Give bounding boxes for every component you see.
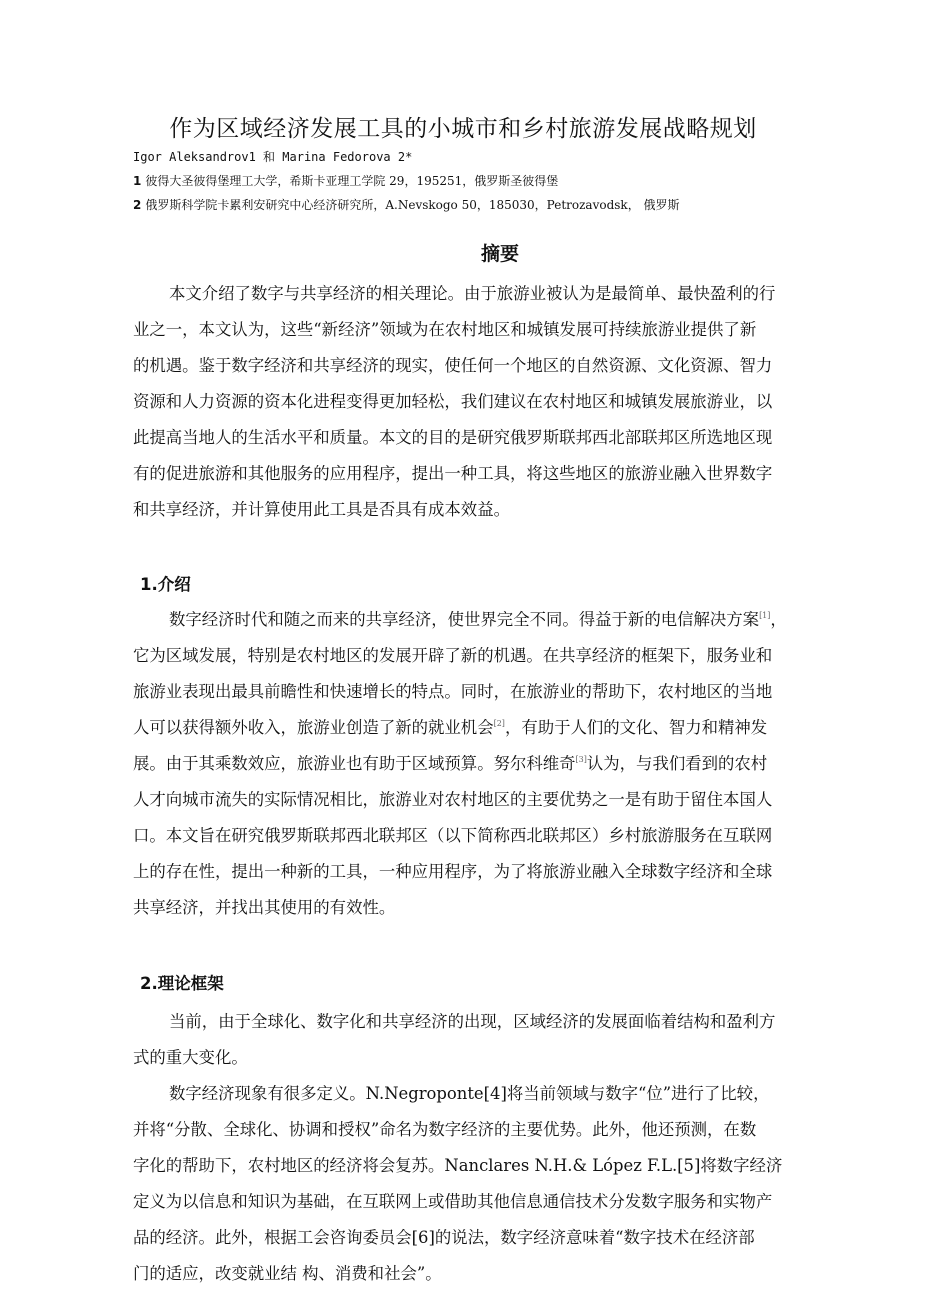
citation-ref: [2] — [493, 719, 505, 728]
body-line: 人才向城市流失的实际情况相比，旅游业对农村地区的主要优势之一是有助于留住本国人 — [133, 790, 773, 809]
body-line: 字化的帮助下，农村地区的经济将会复苏。Nanclares N.H.& López F.L.[5]将数字经济 — [133, 1156, 783, 1175]
section-2-heading: 2.理论框架 — [140, 974, 224, 993]
body-line: 数字经济现象有很多定义。N.Negroponte[4]将当前领域与数字“位”进行了比较， — [169, 1084, 770, 1103]
abstract-body — [133, 276, 873, 528]
affiliation-number: 1 — [133, 174, 142, 188]
section-1-heading: 1.介绍 — [140, 575, 191, 594]
section-1-body — [133, 602, 873, 926]
abstract-line: 的机遇。鉴于数字经济和共享经济的现实，使任何一个地区的自然资源、文化资源、智力 — [133, 356, 773, 375]
body-line: 人可以获得额外收入，旅游业创造了新的就业机会[2]，有助于人们的文化、智力和精神发 — [133, 718, 768, 737]
body-line: 展。由于其乘数效应，旅游业也有助于区域预算。努尔科维奇[3]认为，与我们看到的农村 — [133, 754, 768, 773]
citation-ref: [3] — [575, 755, 587, 764]
affiliation-1 — [133, 172, 558, 190]
body-line: 数字经济时代和随之而来的共享经济，使世界完全不同。得益于新的电信解决方案[1]， — [169, 610, 787, 629]
body-line: 上的存在性，提出一种新的工具，一种应用程序，为了将旅游业融入全球数字经济和全球 — [133, 862, 773, 881]
body-line: 式的重大变化。 — [133, 1048, 248, 1067]
affiliation-2 — [133, 196, 680, 214]
body-line: 共享经济，并找出其使用的有效性。 — [133, 898, 396, 917]
body-line: 当前，由于全球化、数字化和共享经济的出现，区域经济的发展面临着结构和盈利方 — [169, 1012, 776, 1031]
citation-ref: [1] — [759, 611, 771, 620]
abstract-line: 资源和人力资源的资本化进程变得更加轻松，我们建议在农村地区和城镇发展旅游业，以 — [133, 392, 773, 411]
body-line: 口。本文旨在研究俄罗斯联邦西北联邦区（以下简称西北联邦区）乡村旅游服务在互联网 — [133, 826, 773, 845]
abstract-line: 此提高当地人的生活水平和质量。本文的目的是研究俄罗斯联邦西北部联邦区所选地区现 — [133, 428, 773, 447]
abstract-line: 业之一，本文认为，这些“新经济”领域为在农村地区和城镇发展可持续旅游业提供了新 — [133, 320, 757, 339]
paper-title: 作为区域经济发展工具的小城市和乡村旅游发展战略规划 — [169, 116, 757, 142]
affiliation-number: 2 — [133, 198, 142, 212]
affiliation-text: 俄罗斯科学院卡累利安研究中心经济研究所，A.Nevskogo 50，185030，Petrozavodsk， 俄罗斯 — [145, 198, 680, 212]
abstract-line: 和共享经济，并计算使用此工具是否具有成本效益。 — [133, 500, 510, 519]
body-line: 并将“分散、全球化、协调和授权”命名为数字经济的主要优势。此外，他还预测，在数 — [133, 1120, 757, 1139]
body-line: 它为区域发展，特别是农村地区的发展开辟了新的机遇。在共享经济的框架下，服务业和 — [133, 646, 773, 665]
affiliation-text: 彼得大圣彼得堡理工大学，希斯卡亚理工学院 29，195251，俄罗斯圣彼得堡 — [145, 174, 559, 188]
authors: Igor Aleksandrov1 和 Marina Fedorova 2* — [133, 150, 413, 164]
body-line: 旅游业表现出最具前瞻性和快速增长的特点。同时，在旅游业的帮助下，农村地区的当地 — [133, 682, 773, 701]
abstract-line: 本文介绍了数字与共享经济的相关理论。由于旅游业被认为是最简单、最快盈利的行 — [169, 284, 776, 303]
abstract-line: 有的促进旅游和其他服务的应用程序，提出一种工具，将这些地区的旅游业融入世界数字 — [133, 464, 773, 483]
body-line: 定义为以信息和知识为基础，在互联网上或借助其他信息通信技术分发数字服务和实物产 — [133, 1192, 773, 1211]
section-2-body — [133, 1004, 873, 1292]
body-line: 品的经济。此外，根据工会咨询委员会[6]的说法，数字经济意味着“数字技术在经济部 — [133, 1228, 755, 1247]
body-line: 门的适应，改变就业结 构、消费和社会”。 — [133, 1264, 442, 1283]
abstract-heading: 摘要 — [480, 243, 519, 265]
